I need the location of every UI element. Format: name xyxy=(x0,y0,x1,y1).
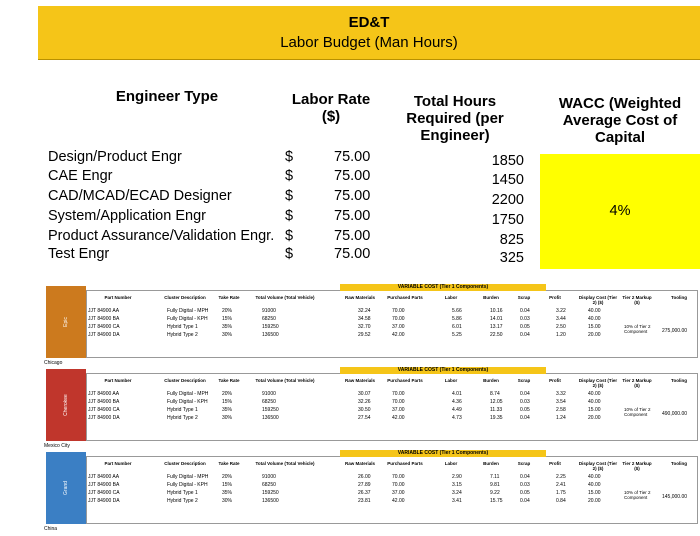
cost-cell-display: 40.00 xyxy=(588,482,601,488)
cost-cell-burden: 12.05 xyxy=(490,399,503,405)
cost-cell-raw: 32.70 xyxy=(358,324,371,330)
cost-cell-burden: 8.74 xyxy=(490,391,500,397)
cost-cell-display: 20.00 xyxy=(588,332,601,338)
column-header: Take Rate xyxy=(218,295,240,300)
wacc-cell xyxy=(540,154,700,269)
cost-cell-scrap: 0.05 xyxy=(520,490,530,496)
column-header: Profit xyxy=(549,295,561,300)
dollar-sign-cell: $ xyxy=(285,188,294,204)
cost-cell-scrap: 0.04 xyxy=(520,498,530,504)
cost-cell-take-rates: 20% xyxy=(222,308,233,314)
labor-rate-cell: 75.00 xyxy=(334,149,371,165)
column-header: Tooling xyxy=(671,295,687,300)
engineer-type-cell: CAD/MCAD/ECAD Designer xyxy=(48,188,232,204)
cost-cell-take-rates: 35% xyxy=(222,490,233,496)
column-header: Part Number xyxy=(104,461,132,466)
cost-cell-purchased: 70.00 xyxy=(392,482,405,488)
cost-cell-purchased: 37.00 xyxy=(392,407,405,413)
column-header: Profit xyxy=(549,461,561,466)
cost-cell-take-rates: 15% xyxy=(222,482,233,488)
cost-cell-raw: 27.54 xyxy=(358,415,371,421)
cost-cell-purchased: 70.00 xyxy=(392,391,405,397)
plant-name: Grand xyxy=(63,481,69,495)
cost-cell-take-rates: 35% xyxy=(222,324,233,330)
markup-note: 10% of Tier 2 Component xyxy=(624,324,651,334)
column-header: Burden xyxy=(483,378,499,383)
cost-cell-labor: 3.24 xyxy=(452,490,462,496)
cost-cell-profit: 2.50 xyxy=(556,324,566,330)
total-hours-cell: 1450 xyxy=(491,172,524,188)
cost-cell-profit: 1.20 xyxy=(556,332,566,338)
total-hours-cell: 1750 xyxy=(491,212,524,228)
labor-rate-cell: 75.00 xyxy=(334,228,371,244)
cost-cell-labor: 4.01 xyxy=(452,391,462,397)
cost-cell-parts: JJT 84900 CA xyxy=(88,324,120,330)
column-header: Burden xyxy=(483,461,499,466)
tooling-cost: 275,000.00 xyxy=(662,328,688,334)
cost-cell-descriptions: Hybrid Type 1 xyxy=(167,324,198,330)
tooling-cost: 490,000.00 xyxy=(662,411,688,417)
cost-cell-scrap: 0.04 xyxy=(520,391,530,397)
cost-cell-volumes: 136500 xyxy=(262,332,279,338)
cost-cell-volumes: 68250 xyxy=(262,399,276,405)
column-header: Cluster Description xyxy=(164,378,206,383)
cost-cell-parts: JJT 84900 DA xyxy=(88,498,120,504)
cost-cell-take-rates: 30% xyxy=(222,415,233,421)
cost-cell-descriptions: Fully Digital - MPH xyxy=(167,308,209,314)
column-header: Display Cost (Tier 2) ($) xyxy=(578,295,618,305)
dollar-sign-cell: $ xyxy=(285,208,294,224)
column-header: Tier 2 Markup ($) xyxy=(622,461,652,471)
cost-cell-scrap: 0.05 xyxy=(520,407,530,413)
column-header: Part Number xyxy=(104,378,132,383)
cost-cell-descriptions: Fully Digital - MPH xyxy=(167,391,209,397)
cost-cell-burden: 19.35 xyxy=(490,415,503,421)
variable-cost-header: VARIABLE COST (Tier 1 Components) xyxy=(340,450,546,457)
title-band xyxy=(38,6,700,60)
cost-cell-profit: 2.25 xyxy=(556,474,566,480)
cost-cell-display: 20.00 xyxy=(588,498,601,504)
wacc-value: 4% xyxy=(609,203,631,219)
plant-side-label xyxy=(46,452,86,524)
cost-cell-descriptions: Hybrid Type 2 xyxy=(167,498,198,504)
total-hours-cell: 325 xyxy=(499,250,524,266)
column-header: Scrap xyxy=(517,461,531,466)
cost-cell-scrap: 0.03 xyxy=(520,482,530,488)
engineer-type-cell: Design/Product Engr xyxy=(48,149,182,165)
total-hours-cell: 825 xyxy=(499,232,524,248)
cost-cell-display: 40.00 xyxy=(588,316,601,322)
column-header: Tier 2 Markup ($) xyxy=(622,378,652,388)
cost-cell-parts: JJT 84900 AA xyxy=(88,308,120,314)
cost-cell-profit: 0.84 xyxy=(556,498,566,504)
cost-cell-display: 20.00 xyxy=(588,415,601,421)
labor-rate-cell: 75.00 xyxy=(334,168,371,184)
column-header: Tier 2 Markup ($) xyxy=(622,295,652,305)
cost-cell-raw: 32.26 xyxy=(358,399,371,405)
cost-cell-display: 40.00 xyxy=(588,391,601,397)
cost-cell-display: 15.00 xyxy=(588,324,601,330)
cost-cell-labor: 2.90 xyxy=(452,474,462,480)
cost-cell-raw: 27.89 xyxy=(358,482,371,488)
cost-cell-labor: 6.01 xyxy=(452,324,462,330)
plant-name: Epic xyxy=(63,317,69,327)
page-subtitle: Labor Budget (Man Hours) xyxy=(280,34,458,51)
plant-name: Cherokee xyxy=(63,394,69,416)
dollar-sign-cell: $ xyxy=(285,149,294,165)
cost-cell-burden: 7.11 xyxy=(490,474,500,480)
cost-cell-display: 15.00 xyxy=(588,407,601,413)
cost-cell-scrap: 0.04 xyxy=(520,474,530,480)
cost-cell-purchased: 42.00 xyxy=(392,498,405,504)
cost-cell-descriptions: Hybrid Type 2 xyxy=(167,415,198,421)
column-header: Burden xyxy=(483,295,499,300)
cost-cell-burden: 9.22 xyxy=(490,490,500,496)
cost-cell-parts: JJT 84900 BA xyxy=(88,482,120,488)
cost-cell-raw: 29.52 xyxy=(358,332,371,338)
cost-cell-parts: JJT 84900 AA xyxy=(88,391,120,397)
cost-cell-volumes: 159250 xyxy=(262,407,279,413)
cost-cell-burden: 14.01 xyxy=(490,316,503,322)
cost-cell-profit: 3.44 xyxy=(556,316,566,322)
labor-rate-cell: 75.00 xyxy=(334,208,371,224)
variable-cost-header: VARIABLE COST (Tier 1 Components) xyxy=(340,284,546,291)
cost-cell-descriptions: Hybrid Type 1 xyxy=(167,407,198,413)
markup-note: 10% of Tier 2 Component xyxy=(624,490,651,500)
cost-cell-raw: 30.50 xyxy=(358,407,371,413)
city-label: China xyxy=(44,526,58,532)
cost-cell-parts: JJT 84900 CA xyxy=(88,407,120,413)
column-header: Labor xyxy=(444,461,458,466)
cost-cell-burden: 9.81 xyxy=(490,482,500,488)
cost-cell-take-rates: 15% xyxy=(222,316,233,322)
cost-cell-descriptions: Hybrid Type 2 xyxy=(167,332,198,338)
cost-cell-scrap: 0.03 xyxy=(520,399,530,405)
cost-cell-labor: 4.49 xyxy=(452,407,462,413)
column-header: Take Rate xyxy=(218,378,240,383)
cost-cell-labor: 5.25 xyxy=(452,332,462,338)
column-header: Tooling xyxy=(671,378,687,383)
column-header: Total Volume (Total Vehicle) xyxy=(255,295,315,300)
column-header: Profit xyxy=(549,378,561,383)
cost-cell-purchased: 42.00 xyxy=(392,332,405,338)
column-header: Labor xyxy=(444,378,458,383)
column-header: Display Cost (Tier 2) ($) xyxy=(578,378,618,388)
column-header: Part Number xyxy=(104,295,132,300)
labor-rate-cell: 75.00 xyxy=(334,188,371,204)
cost-cell-profit: 1.75 xyxy=(556,490,566,496)
cost-cell-volumes: 91000 xyxy=(262,308,276,314)
cost-cell-burden: 22.50 xyxy=(490,332,503,338)
cost-cell-parts: JJT 84900 BA xyxy=(88,316,120,322)
column-header: Tooling xyxy=(671,461,687,466)
cost-cell-parts: JJT 84900 BA xyxy=(88,399,120,405)
column-header: Raw Materials xyxy=(344,295,375,300)
header-engineer-type: Engineer Type xyxy=(115,88,219,105)
dollar-sign-cell: $ xyxy=(285,228,294,244)
cost-cell-display: 40.00 xyxy=(588,308,601,314)
cost-cell-raw: 34.58 xyxy=(358,316,371,322)
cost-cell-descriptions: Fully Digital - KPH xyxy=(167,482,208,488)
city-label: Mexico City xyxy=(44,443,70,449)
column-header: Purchased Parts xyxy=(387,461,423,466)
column-header: Scrap xyxy=(517,378,531,383)
cost-cell-purchased: 70.00 xyxy=(392,474,405,480)
cost-cell-descriptions: Fully Digital - KPH xyxy=(167,399,208,405)
cost-cell-volumes: 136500 xyxy=(262,415,279,421)
cost-cell-parts: JJT 84900 DA xyxy=(88,415,120,421)
cost-cell-raw: 26.37 xyxy=(358,490,371,496)
column-header: Cluster Description xyxy=(164,461,206,466)
column-header: Purchased Parts xyxy=(387,378,423,383)
cost-cell-scrap: 0.04 xyxy=(520,332,530,338)
cost-cell-labor: 4.36 xyxy=(452,399,462,405)
cost-cell-raw: 30.07 xyxy=(358,391,371,397)
cost-cell-purchased: 70.00 xyxy=(392,399,405,405)
cost-cell-burden: 10.16 xyxy=(490,308,503,314)
cost-cell-labor: 3.41 xyxy=(452,498,462,504)
page-title: ED&T xyxy=(348,14,390,31)
cost-cell-burden: 11.33 xyxy=(490,407,503,413)
cost-cell-parts: JJT 84900 AA xyxy=(88,474,120,480)
cost-cell-labor: 5.66 xyxy=(452,308,462,314)
cost-cell-purchased: 37.00 xyxy=(392,490,405,496)
cost-cell-take-rates: 30% xyxy=(222,332,233,338)
cost-cell-volumes: 136500 xyxy=(262,498,279,504)
column-header: Scrap xyxy=(517,295,531,300)
cost-cell-display: 15.00 xyxy=(588,490,601,496)
column-header: Labor xyxy=(444,295,458,300)
cost-cell-raw: 23.81 xyxy=(358,498,371,504)
header-wacc: WACC (Weighted Average Cost of Capital xyxy=(558,95,682,146)
cost-cell-parts: JJT 84900 CA xyxy=(88,490,120,496)
cost-cell-display: 40.00 xyxy=(588,399,601,405)
header-total-hours: Total Hours Required (per Engineer) xyxy=(406,93,504,144)
engineer-type-cell: System/Application Engr xyxy=(48,208,206,224)
cost-cell-scrap: 0.04 xyxy=(520,415,530,421)
cost-cell-profit: 1.24 xyxy=(556,415,566,421)
column-header: Cluster Description xyxy=(164,295,206,300)
cost-cell-labor: 3.15 xyxy=(452,482,462,488)
cost-cell-take-rates: 20% xyxy=(222,474,233,480)
plant-side-label xyxy=(46,286,86,358)
cost-cell-descriptions: Fully Digital - MPH xyxy=(167,474,209,480)
cost-cell-volumes: 68250 xyxy=(262,482,276,488)
cost-cell-profit: 3.22 xyxy=(556,308,566,314)
plant-side-label xyxy=(46,369,86,441)
cost-cell-volumes: 91000 xyxy=(262,474,276,480)
column-header: Display Cost (Tier 2) ($) xyxy=(578,461,618,471)
column-header: Raw Materials xyxy=(344,378,375,383)
cost-cell-purchased: 37.00 xyxy=(392,324,405,330)
cost-cell-burden: 15.75 xyxy=(490,498,503,504)
cost-cell-volumes: 68250 xyxy=(262,316,276,322)
total-hours-cell: 2200 xyxy=(491,192,524,208)
cost-cell-labor: 4.73 xyxy=(452,415,462,421)
cost-cell-parts: JJT 84900 DA xyxy=(88,332,120,338)
labor-rate-cell: 75.00 xyxy=(334,246,371,262)
cost-cell-volumes: 159250 xyxy=(262,490,279,496)
column-header: Raw Materials xyxy=(344,461,375,466)
variable-cost-header: VARIABLE COST (Tier 1 Components) xyxy=(340,367,546,374)
cost-cell-descriptions: Fully Digital - KPH xyxy=(167,316,208,322)
cost-cell-descriptions: Hybrid Type 1 xyxy=(167,490,198,496)
cost-cell-labor: 5.86 xyxy=(452,316,462,322)
engineer-type-cell: CAE Engr xyxy=(48,168,113,184)
cost-cell-profit: 2.58 xyxy=(556,407,566,413)
cost-cell-purchased: 42.00 xyxy=(392,415,405,421)
cost-cell-raw: 26.00 xyxy=(358,474,371,480)
cost-cell-volumes: 159250 xyxy=(262,324,279,330)
cost-cell-purchased: 70.00 xyxy=(392,308,405,314)
markup-note: 10% of Tier 2 Component xyxy=(624,407,651,417)
cost-cell-scrap: 0.05 xyxy=(520,324,530,330)
cost-cell-profit: 3.54 xyxy=(556,399,566,405)
cost-cell-profit: 2.41 xyxy=(556,482,566,488)
cost-cell-profit: 3.32 xyxy=(556,391,566,397)
column-header: Take Rate xyxy=(218,461,240,466)
total-hours-cell: 1850 xyxy=(491,153,524,169)
cost-cell-burden: 13.17 xyxy=(490,324,503,330)
tooling-cost: 145,000.00 xyxy=(662,494,688,500)
cost-cell-take-rates: 15% xyxy=(222,399,233,405)
dollar-sign-cell: $ xyxy=(285,246,294,262)
cost-cell-volumes: 91000 xyxy=(262,391,276,397)
cost-cell-display: 40.00 xyxy=(588,474,601,480)
cost-cell-raw: 32.24 xyxy=(358,308,371,314)
cost-cell-take-rates: 20% xyxy=(222,391,233,397)
cost-cell-take-rates: 30% xyxy=(222,498,233,504)
column-header: Total Volume (Total Vehicle) xyxy=(255,461,315,466)
dollar-sign-cell: $ xyxy=(285,168,294,184)
header-labor-rate: Labor Rate ($) xyxy=(291,91,371,125)
engineer-type-cell: Product Assurance/Validation Engr. xyxy=(48,228,275,244)
cost-cell-purchased: 70.00 xyxy=(392,316,405,322)
cost-cell-take-rates: 35% xyxy=(222,407,233,413)
cost-cell-scrap: 0.04 xyxy=(520,308,530,314)
city-label: Chicago xyxy=(44,360,63,366)
cost-cell-scrap: 0.03 xyxy=(520,316,530,322)
column-header: Purchased Parts xyxy=(387,295,423,300)
engineer-type-cell: Test Engr xyxy=(48,246,110,262)
column-header: Total Volume (Total Vehicle) xyxy=(255,378,315,383)
